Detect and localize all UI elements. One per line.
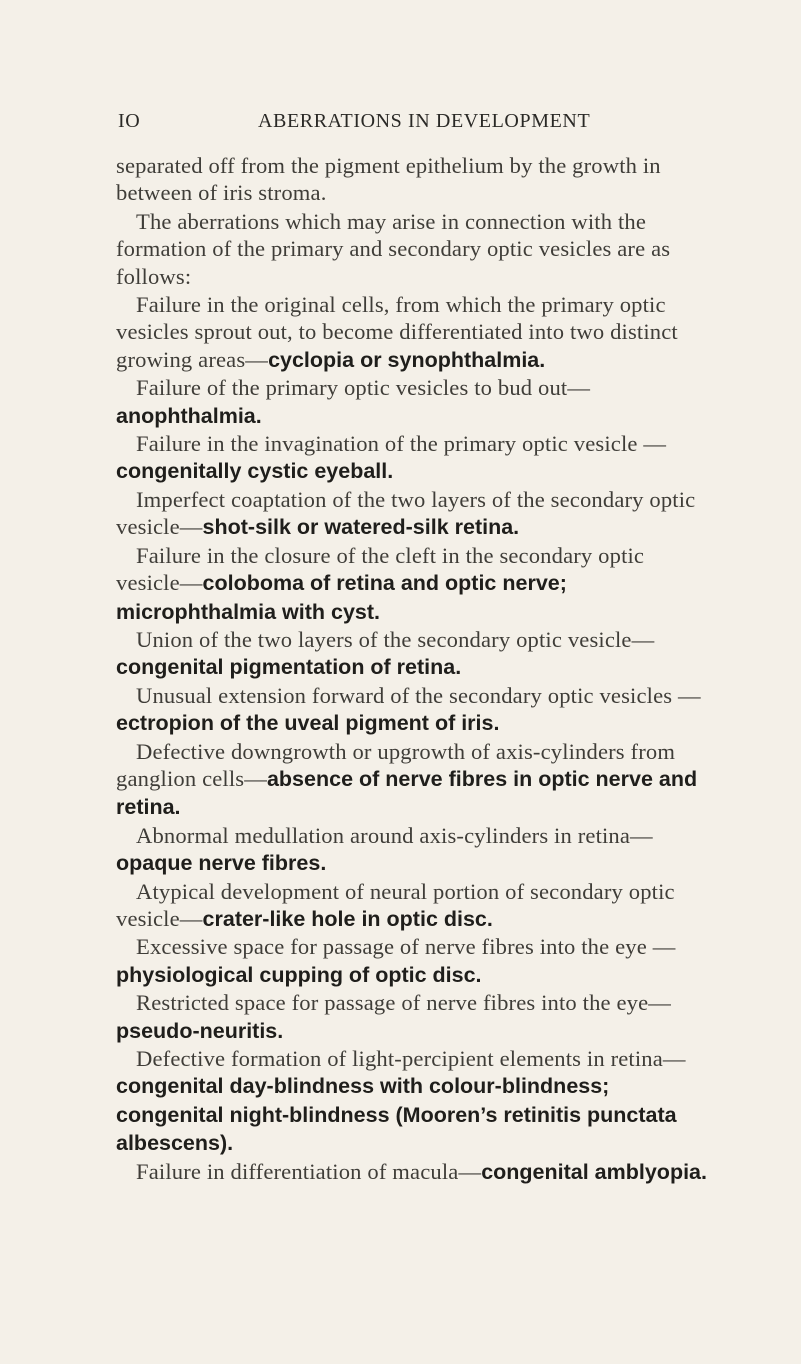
paragraph-text: separated off from the pigment epithelium by the growth in between of iris stroma. — [116, 153, 661, 206]
bold-term: congenital amblyopia. — [481, 1159, 707, 1184]
paragraph-text: Unusual extension forward of the secondary optic vesicles — — [136, 682, 701, 708]
aberration-entry — [116, 291, 708, 374]
aberration-entry — [116, 1158, 708, 1186]
bold-term: physiological cupping of optic disc. — [116, 962, 482, 987]
page-number: IO — [118, 110, 141, 132]
page-header — [0, 110, 801, 140]
paragraph-text: Defective downgrowth or upgrowth of axis-cylinders from ganglion cells— — [116, 738, 676, 791]
bold-term: crater-like hole in optic disc. — [202, 906, 493, 931]
bold-term: coloboma of retina and optic nerve; microphthalmia with cyst. — [116, 571, 567, 624]
aberration-entry — [116, 486, 708, 542]
bold-term: cyclopia or synophthalmia. — [268, 347, 546, 372]
paragraph-text: Failure in differentiation of macula— — [136, 1158, 482, 1184]
aberration-entry — [116, 933, 708, 989]
aberration-entry — [116, 374, 708, 430]
aberration-entry — [116, 682, 708, 738]
paragraph-text: Imperfect coaptation of the two layers of the secondary optic vesicle— — [116, 486, 696, 540]
paragraph-text: Atypical development of neural portion of secondary optic vesicle— — [116, 878, 675, 931]
paragraph-text: Excessive space for passage of nerve fibres into the eye — — [136, 934, 676, 960]
paragraph-text: Failure in the closure of the cleft in the secondary optic vesicle— — [116, 542, 645, 596]
bold-term: anophthalmia. — [116, 403, 262, 428]
aberration-entry — [116, 738, 708, 822]
bold-term: pseudo-neuritis. — [116, 1018, 284, 1043]
bold-term: shot-silk or watered-silk retina. — [202, 515, 520, 540]
body-text — [116, 152, 708, 1186]
paragraph-text: Failure in the original cells, from which the primary optic vesicles sprout out, to become differentiated into two distinct growing areas— — [116, 292, 678, 372]
bold-term: congenital day-blindness with colour-blindness; congenital night-blindness (Mooren’s retinitis punctata albescens). — [116, 1074, 677, 1156]
aberration-entry — [116, 430, 708, 486]
aberration-entry — [116, 878, 708, 934]
bold-term: opaque nerve fibres. — [116, 851, 327, 876]
aberration-entry — [116, 822, 708, 878]
aberration-entry — [116, 1045, 708, 1158]
bold-term: congenitally cystic eyeball. — [116, 459, 394, 484]
aberration-entry — [116, 626, 708, 682]
running-title: ABERRATIONS IN DEVELOPMENT — [258, 110, 591, 132]
paragraph-text: The aberrations which may arise in connection with the formation of the primary and secondary optic vesicles are as follows: — [116, 208, 671, 289]
bold-term: congenital pigmentation of retina. — [116, 655, 462, 680]
bold-term: ectropion of the uveal pigment of iris. — [116, 711, 500, 736]
aberration-entry — [116, 989, 708, 1045]
paragraph — [116, 152, 708, 208]
paragraph-text: Failure in the invagination of the primary optic vesicle — — [136, 431, 667, 457]
bold-term: absence of nerve fibres in optic nerve and retina. — [116, 766, 698, 820]
paragraph-text: Restricted space for passage of nerve fibres into the eye— — [136, 990, 672, 1016]
paragraph-text: Union of the two layers of the secondary optic vesicle— — [136, 626, 655, 652]
aberration-entry — [116, 542, 708, 626]
paragraph-text: Defective formation of light-percipient elements in retina— — [136, 1046, 686, 1071]
paragraph-text: Abnormal medullation around axis-cylinders in retina— — [136, 822, 653, 848]
paragraph-text: Failure of the primary optic vesicles to bud out— — [136, 375, 591, 401]
paragraph — [116, 208, 708, 291]
